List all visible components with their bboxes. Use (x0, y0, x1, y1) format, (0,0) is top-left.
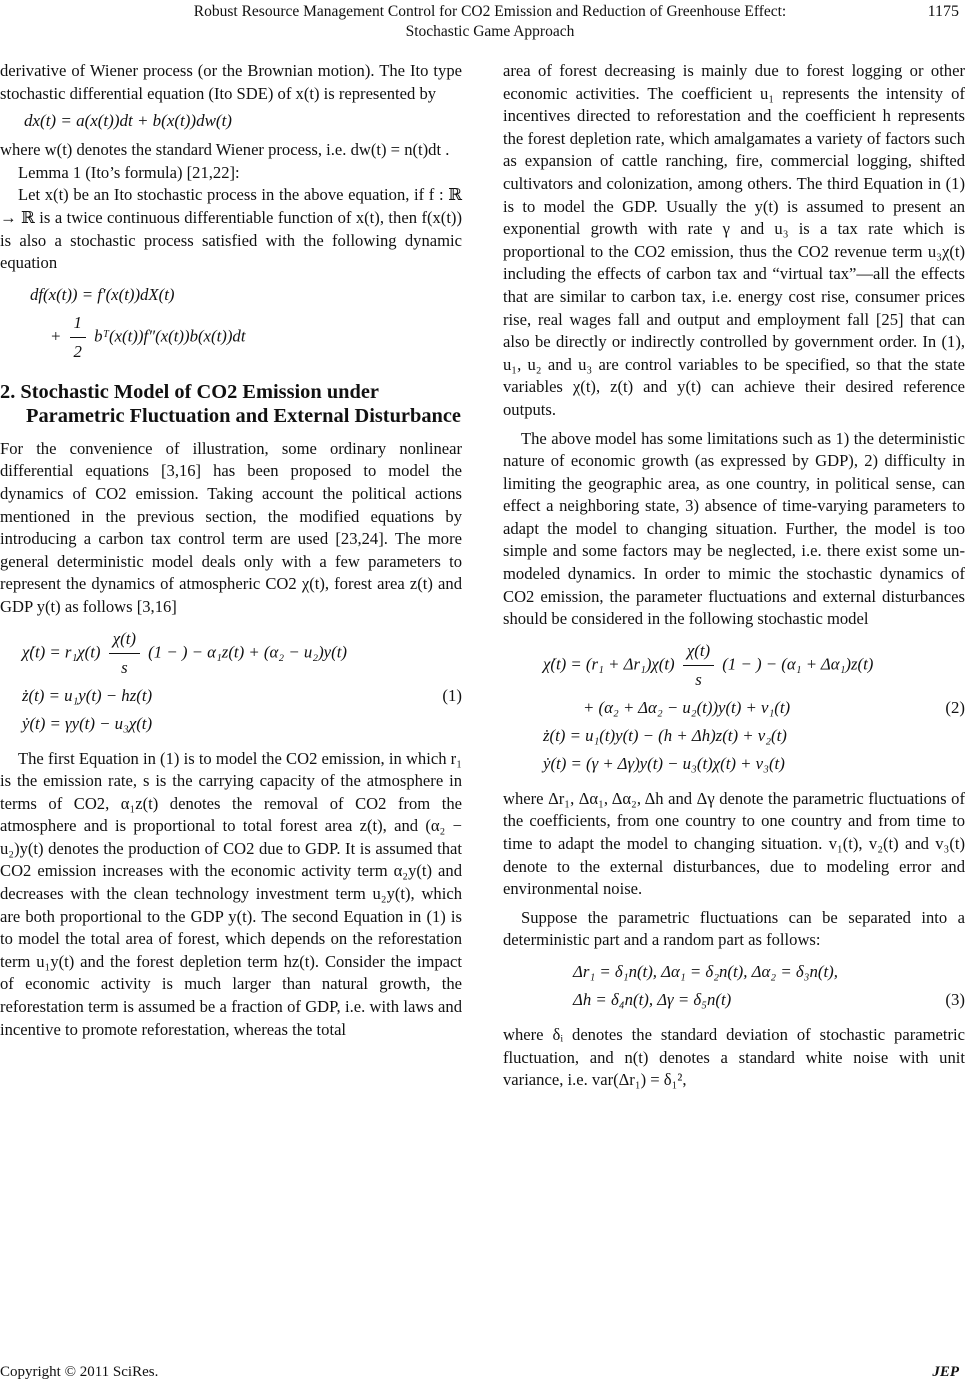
paragraph-std-deviation: where δᵢ denotes the standard deviation of stochastic parametric fluctuation, and n(t) denotes a standard white noise with unit variance, i.e. var(Δr₁) = δ₁², (503, 1025, 965, 1090)
running-title (140, 2, 840, 42)
paragraph-forest: area of forest decreasing is mainly due to forest logging or other economic activities. The coefficient u₁ represents the intensity of incentives directed to reforestation and the coefficient h represents the forest depletion rate, which amalgamates a variety of factors such as expansion of cattle ranching, fire, commercial logging, shifted cultivators and colonization, among others. The third Equation in (1) is to model the GDP. Usually the y(t) is assumed to present an exponential growth with rate γ and u₃ is a tax rate which is proportional to the CO2 emission, thus the CO2 revenue term u₃χ(t) including the effects of carbon tax and “virtual tax”—all the effects that are similar to carbon tax, i.e. energy cost rise, consumer prices rise, real wages fall and output and employment fall [25] that can also be directly or indirectly controlled by government order. In (1), u₁, u₂ and u₃ are control variables to be specified, so that the state variables χ(t), z(t) and y(t) can achieve their desired reference outputs. (503, 61, 965, 419)
equation-text: ż(t) = u₁y(t) − hz(t) (22, 685, 153, 705)
equation-line (503, 722, 965, 750)
lemma-heading: Lemma 1 (Ito’s formula) [21,22]: (18, 162, 240, 182)
equation-line (0, 309, 462, 366)
equation-line (503, 958, 965, 986)
equation-line (0, 710, 462, 738)
fraction-denominator: 2 (73, 341, 82, 361)
equation-number: (1) (442, 685, 462, 705)
equation-text: df(x(t)) = f′(x(t))dX(t) (30, 284, 175, 304)
equation-body: dx(t) = a(x(t))dt + b(x(t))dw(t) (24, 111, 232, 131)
fraction-half (70, 309, 86, 366)
running-title-line2: Stochastic Game Approach (405, 23, 575, 40)
page-header (0, 0, 965, 50)
equation-line (503, 637, 965, 694)
equation-line (0, 281, 462, 309)
paragraph-separation: Suppose the parametric fluctuations can be separated into a deterministic part and a random part as follows: (503, 907, 965, 950)
fraction-denominator: s (121, 657, 128, 677)
copyright-notice: Copyright © 2011 SciRes. (0, 1364, 159, 1380)
fraction-numerator: χ(t) (109, 625, 140, 654)
paragraph-limitations: The above model has some limitations such as 1) the deterministic nature of economic growth (as expressed by GDP), 2) difficulty in limiting the geographic area, as one country, in political sense, can effect a neighboring state, 3) absence of time-varying parameters to adapt the model to changing situation. Further, the model is too simple and some factors may be neglected, i.e. there exist some un-modeled dynamics. In order to mimic the stochastic dynamics of CO2 emission, the parameter fluctuations and external disturbances should be considered in the following stochastic model (503, 428, 965, 629)
equation-text: ẏ(t) = γy(t) − u₃χ(t) (22, 713, 153, 733)
section-heading: 2. Stochastic Model of CO2 Emission under Parametric Fluctuation and External Disturbance (0, 380, 461, 427)
equation-text (543, 637, 873, 694)
equation-part: χ̇(t) = r₁χ(t) (22, 641, 101, 661)
paragraph-model-intro: For the convenience of illustration, some ordinary nonlinear differential equations [3,16] has been proposed to model the dynamics of CO2 emission. Taking account the political actions mentioned in the previous section, the modified equations by introducing a carbon tax control term are used [23,24]. The more general deterministic model deals only with a few parameters to represent the dynamics of atmospheric CO2 χ(t), forest area z(t) and GDP y(t) as follows [3,16] (0, 438, 462, 616)
fraction-numerator: 1 (70, 309, 86, 338)
paragraph-fluctuations: where Δr₁, Δα₁, Δα₂, Δh and Δγ denote the parametric fluctuations of the coefficients, from one country to one country and from time to time to adapt the model to changing situation. v₁(t), v₂(t) and v₃(t) denote to the external disturbances, due to modeling error and environmental noise. (503, 788, 965, 899)
equation-ito-sde (0, 109, 462, 133)
fraction (683, 637, 714, 694)
left-column (0, 60, 462, 1041)
equation-line (0, 625, 462, 682)
equation-line (503, 986, 965, 1014)
page-number: 1175 (927, 3, 959, 20)
equation-tail: bᵀ(x(t))f″(x(t))b(x(t))dt (94, 326, 246, 346)
equation-3 (503, 958, 965, 1014)
fraction-numerator: χ(t) (683, 637, 714, 666)
paragraph-ito-intro: derivative of Wiener process (or the Brownian motion). The Ito type stochastic differential equation (Ito SDE) of x(t) is represented by (0, 61, 462, 103)
equation-number: (2) (945, 697, 965, 717)
paragraph-wiener: where w(t) denotes the standard Wiener process, i.e. dw(t) = n(t)dt . (0, 140, 450, 160)
equation-line (503, 694, 965, 722)
fraction-denominator: s (695, 669, 702, 689)
equation-part: χ̇(t) = (r₁ + Δr₁)χ(t) (543, 654, 675, 674)
equation-1 (0, 625, 462, 738)
equation-number: (3) (945, 990, 965, 1009)
equation-text: + (α₂ + Δα₂ − u₂(t))y(t) + v₁(t) (583, 697, 791, 717)
equation-text: Δh = δ₄n(t), Δγ = δ₅n(t) (573, 990, 732, 1009)
equation-ito-formula (0, 281, 462, 366)
equation-text (50, 309, 245, 366)
fraction (109, 625, 140, 682)
equation-2 (503, 637, 965, 778)
equation-line (503, 750, 965, 778)
running-title-line1: Robust Resource Management Control for CO2 Emission and Reduction of Greenhouse Effect: (193, 3, 787, 20)
equation-text: Δr₁ = δ₁n(t), Δα₁ = δ₂n(t), Δα₂ = δ₃n(t), (573, 962, 838, 981)
journal-abbrev: JEP (932, 1364, 959, 1380)
equation-part: (1 − ) − α₁z(t) + (α₂ − u₂)y(t) (148, 641, 347, 661)
paragraph-lemma: Let x(t) be an Ito stochastic process in the above equation, if f : ℝ → ℝ is a twice continuous differentiable function of x(t), then f(x(t)) is also a stochastic process satisfied with the following dynamic equation (0, 185, 462, 273)
equation-text (22, 625, 347, 682)
plus-sign: + (50, 326, 62, 346)
right-column (503, 60, 965, 1092)
equation-line (0, 682, 462, 710)
equation-text: ż(t) = u₁(t)y(t) − (h + Δh)z(t) + v₂(t) (543, 725, 787, 745)
paragraph-model-explanation: The first Equation in (1) is to model the CO2 emission, in which r₁ is the emission rate, s is the carrying capacity of the atmosphere in terms of CO2, α₁z(t) denotes the removal of CO2 from the atmosphere and is proportional to total forest area z(t), and (α₂ − u₂)y(t) denotes the production of CO2 due to GDP. It is assumed that CO2 emission increases with the economic activity term α₂y(t) and decreases with the clean technology investment term u₂y(t), which are both proportional to the GDP y(t). The second Equation in (1) is to model the total area of forest, which depends on the reforestation term u₁y(t) and the forest depletion term hz(t). Consider the impact of economic activity is much larger than natural growth, the reforestation term is assumed be a fraction of GDP, i.e. with laws and incentive to promote reforestation, whereas the total (0, 748, 462, 1039)
equation-text: ẏ(t) = (γ + Δγ)y(t) − u₃(t)χ(t) + v₃(t) (543, 753, 785, 773)
equation-part: (1 − ) − (α₁ + Δα₁)z(t) (722, 654, 874, 674)
